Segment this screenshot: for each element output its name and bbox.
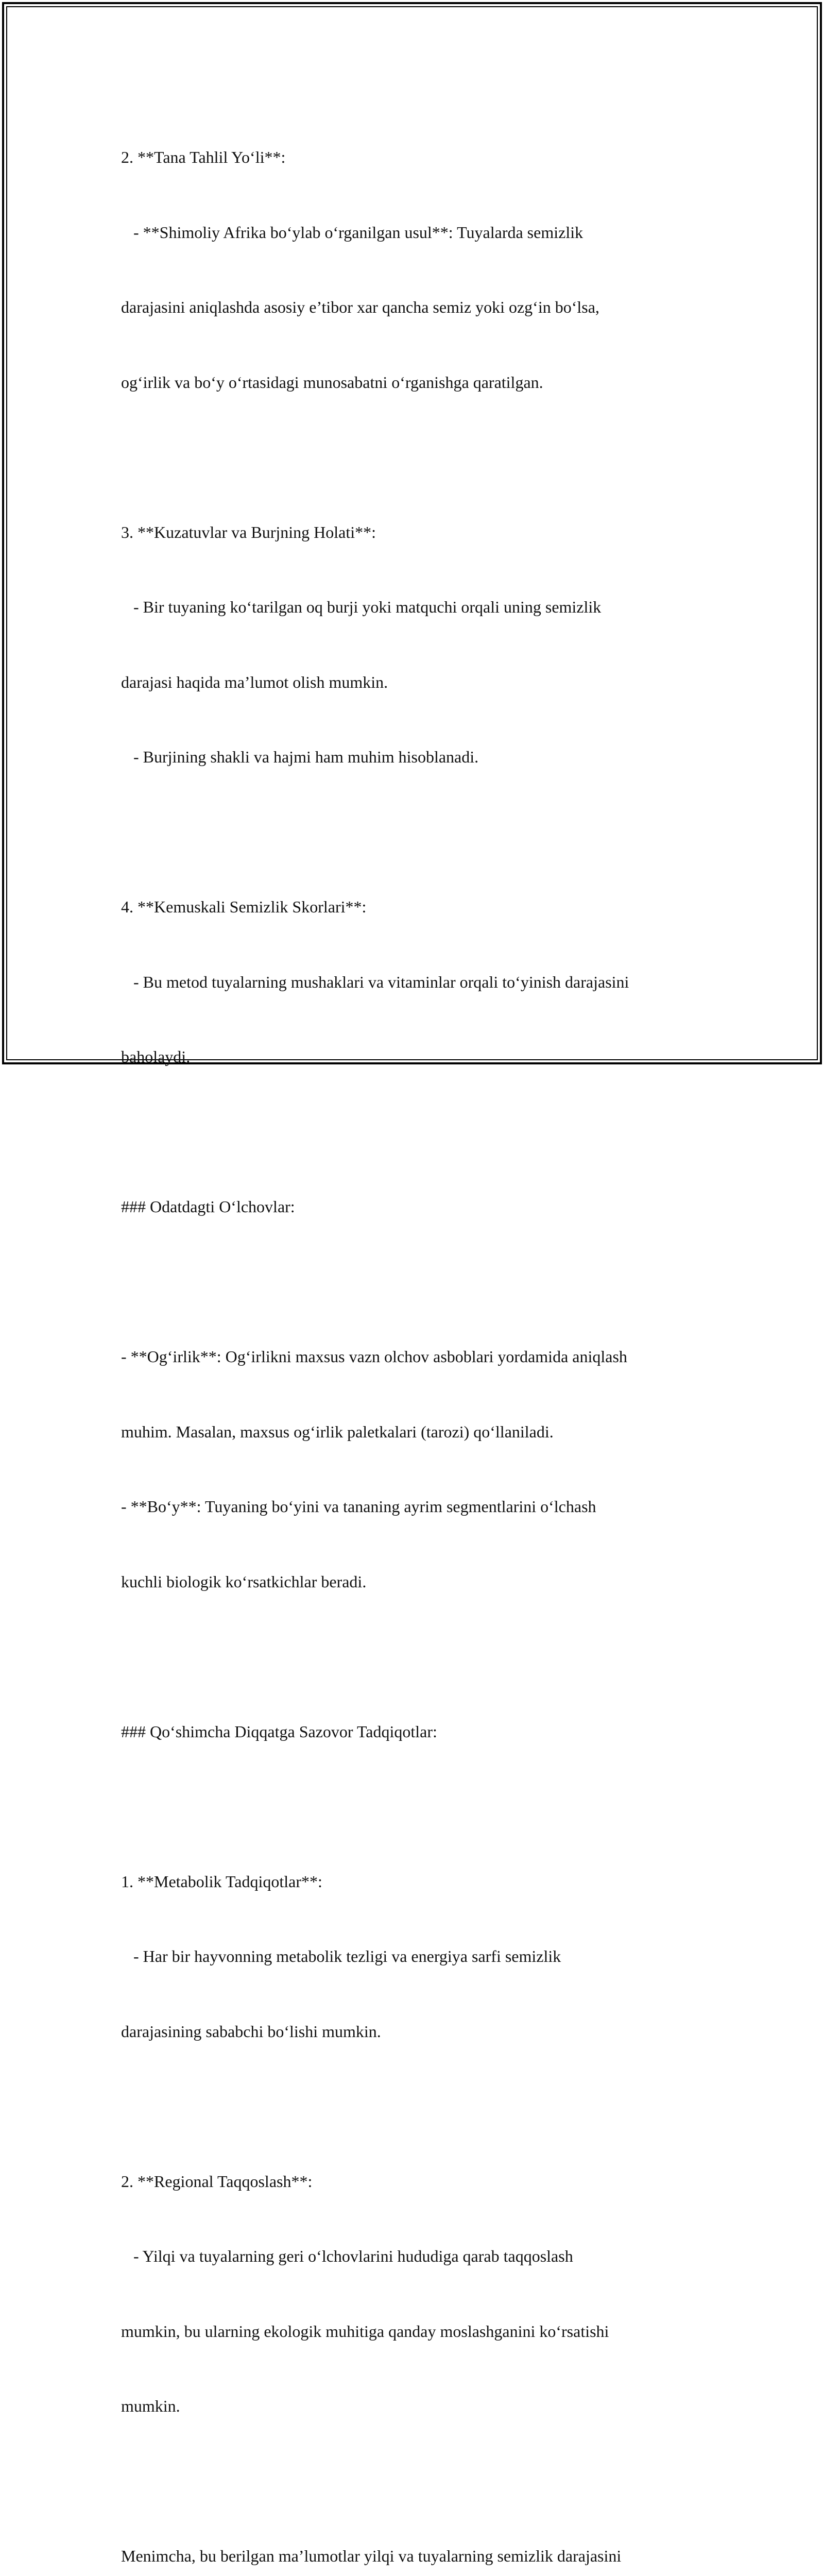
blank-line	[121, 1644, 713, 1669]
text-line: 2. **Tana Tahlil Yo‘li**:	[121, 148, 286, 166]
text-line: mumkin, bu ularning ekologik muhitiga qanday moslashganini ko‘rsatishi	[121, 2321, 609, 2341]
text-line: - Har bir hayvonning metabolik tezligi va energiya sarfi semizlik	[121, 1947, 561, 1965]
text-line: og‘irlik va bo‘y o‘rtasidagi munosabatni o‘rganishga qaratilgan.	[121, 372, 543, 392]
text-line: darajasi haqida ma’lumot olish mumkin.	[121, 672, 388, 691]
text-line: Menimcha, bu berilgan ma’lumotlar yilqi va tuyalarning semizlik darajasini	[121, 2547, 622, 2565]
text-line: - **Shimoliy Afrika bo‘ylab o‘rganilgan usul**: Tuyalarda semizlik	[121, 223, 583, 242]
text-line: darajasini aniqlashda asosiy e’tibor xar qancha semiz yoki ozg‘in bo‘lsa,	[121, 298, 599, 316]
section-heading: ### Qo‘shimcha Diqqatga Sazovor Tadqiqotlar:	[121, 1722, 437, 1741]
blank-line	[121, 2469, 713, 2494]
text-line: darajasining sababchi bo‘lishi mumkin.	[121, 2022, 381, 2041]
blank-line	[121, 1269, 713, 1295]
text-line: 2. **Regional Taqqoslash**:	[121, 2172, 313, 2191]
document-body	[121, 95, 713, 2576]
section-heading: ### Odatdagti O‘lchovlar:	[121, 1197, 295, 1216]
text-line: kuchli biologik ko‘rsatkichlar beradi.	[121, 1572, 367, 1591]
text-line: 1. **Metabolik Tadqiqotlar**:	[121, 1872, 322, 1891]
blank-line	[121, 1794, 713, 1819]
blank-line	[121, 1120, 713, 1145]
text-line: - **Og‘irlik**: Og‘irlikni maxsus vazn olchov asboblari yordamida aniqlash	[121, 1347, 627, 1366]
text-line: - Burjining shakli va hajmi ham muhim hisoblanadi.	[121, 748, 479, 766]
text-line: - Bir tuyaning ko‘tarilgan oq burji yoki matquchi orqali uning semizlik	[121, 598, 602, 616]
text-line: - Yilqi va tuyalarning geri o‘lchovlarini hududiga qarab taqqoslash	[121, 2247, 573, 2265]
blank-line	[121, 445, 713, 470]
text-line: 3. **Kuzatuvlar va Burjning Holati**:	[121, 522, 376, 541]
blank-line	[121, 820, 713, 845]
text-line: muhim. Masalan, maxsus og‘irlik paletkalari (tarozi) qo‘llaniladi.	[121, 1422, 554, 1441]
text-line: - Bu metod tuyalarning mushaklari va vitaminlar orqali to‘yinish darajasini	[121, 972, 629, 991]
text-line: - **Bo‘y**: Tuyaning bo‘yini va tananing ayrim segmentlarini o‘lchash	[121, 1497, 596, 1516]
text-line: baholaydi.	[121, 1047, 191, 1066]
blank-line	[121, 2094, 713, 2119]
text-line: 4. **Kemuskali Semizlik Skorlari**:	[121, 897, 367, 916]
text-line: mumkin.	[121, 2397, 180, 2415]
